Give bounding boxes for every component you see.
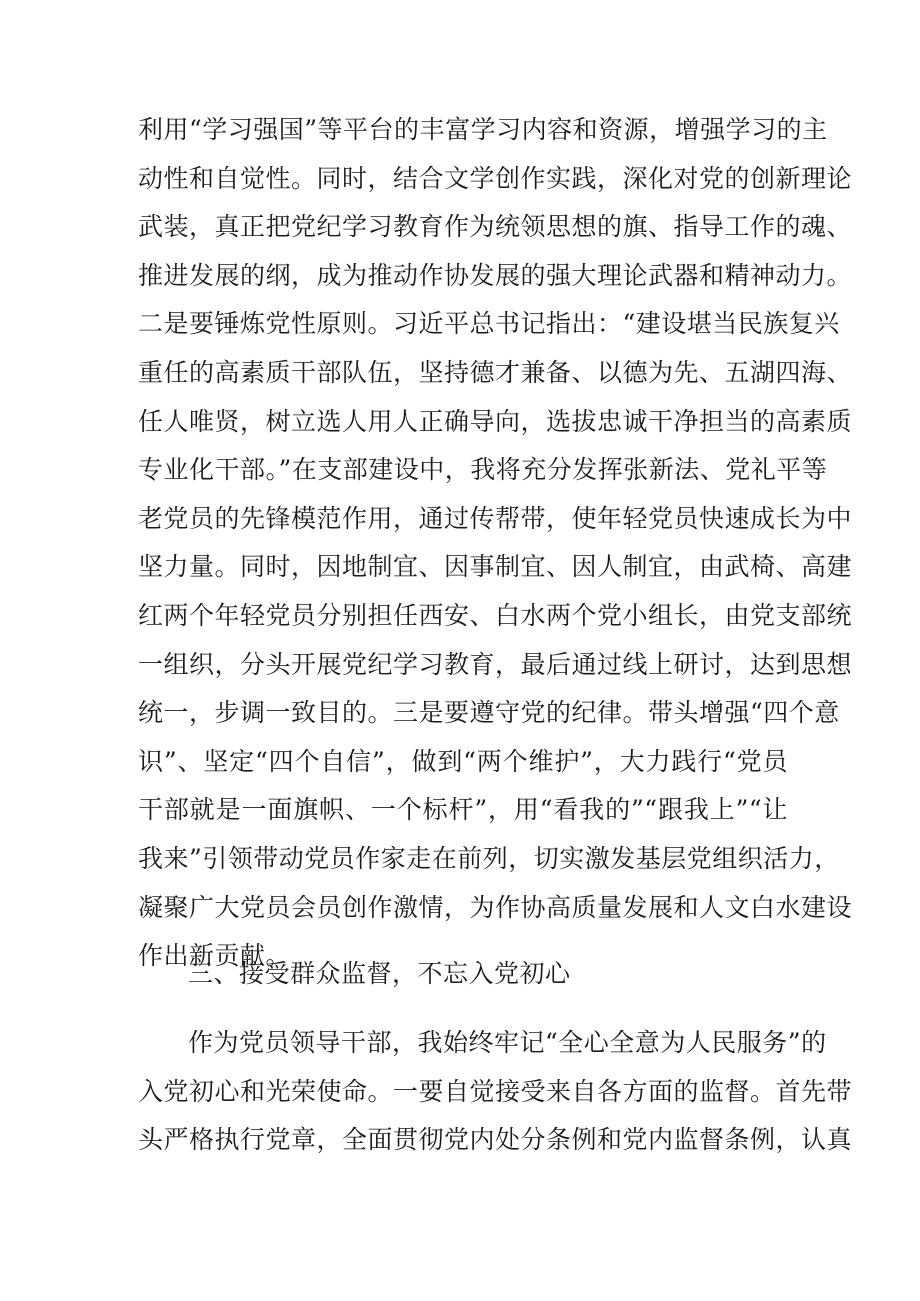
paragraph-line: 干部就是一面旗帜、一个标杆”，用“看我的”“跟我上”“让 — [138, 795, 788, 825]
paragraph-line: 识”、坚定“四个自信”，做到“两个维护”，大力践行“党员 — [138, 746, 788, 776]
paragraph-line: 红两个年轻党员分别担任西安、白水两个党小组长，由党支部统 — [138, 600, 853, 630]
paragraph-line: 坚力量。同时，因地制宜、因事制宜、因人制宜，由武椅、高建 — [138, 552, 853, 582]
paragraph-line: 作为党员领导干部，我始终牢记“全心全意为人民服务”的 — [188, 1028, 827, 1057]
paragraph-party-oath — [138, 1019, 853, 1165]
paragraph-line: 重任的高素质干部队伍，坚持德才兼备、以德为先、五湖四海、 — [138, 357, 853, 387]
paragraph-line: 作出新贡献。 — [138, 941, 292, 971]
paragraph-line: 二是要锤炼党性原则。习近平总书记指出：“建设堪当民族复兴 — [138, 309, 840, 339]
paragraph-line: 我来”引领带动党员作家走在前列，切实激发基层党组织活力， — [138, 843, 840, 873]
paragraph-line: 凝聚广大党员会员创作激情，为作协高质量发展和人文白水建设 — [138, 892, 853, 922]
paragraph-line: 专业化干部。”在支部建设中，我将充分发挥张新法、党礼平等 — [138, 455, 828, 485]
section-heading-text: 三、接受群众监督，不忘入党初心 — [188, 959, 571, 988]
paragraph-line: 动性和自觉性。同时，结合文学创作实践，深化对党的创新理论 — [138, 163, 853, 193]
paragraph-line: 头严格执行党章，全面贯彻党内处分条例和党内监督条例，认真 — [138, 1125, 853, 1155]
paragraph-line: 一组织，分头开展党纪学习教育，最后通过线上研讨，达到思想 — [138, 649, 853, 679]
paragraph-line: 利用“学习强国”等平台的丰富学习内容和资源，增强学习的主 — [138, 115, 828, 144]
paragraph-line: 武装，真正把党纪学习教育作为统领思想的旗、指导工作的魂、 — [138, 212, 853, 242]
paragraph-party-discipline — [138, 106, 853, 981]
paragraph-line: 入党初心和光荣使命。一要自觉接受来自各方面的监督。首先带 — [138, 1076, 853, 1106]
paragraph-line: 任人唯贤，树立选人用人正确导向，选拔忠诚干净担当的高素质 — [138, 406, 853, 436]
paragraph-line: 推进发展的纲，成为推动作协发展的强大理论武器和精神动力。 — [138, 260, 853, 290]
paragraph-line: 统一，步调一致目的。三是要遵守党的纪律。带头增强“四个意 — [138, 698, 840, 728]
section-heading — [138, 950, 788, 999]
paragraph-line: 老党员的先锋模范作用，通过传帮带，使年轻党员快速成长为中 — [138, 503, 853, 533]
